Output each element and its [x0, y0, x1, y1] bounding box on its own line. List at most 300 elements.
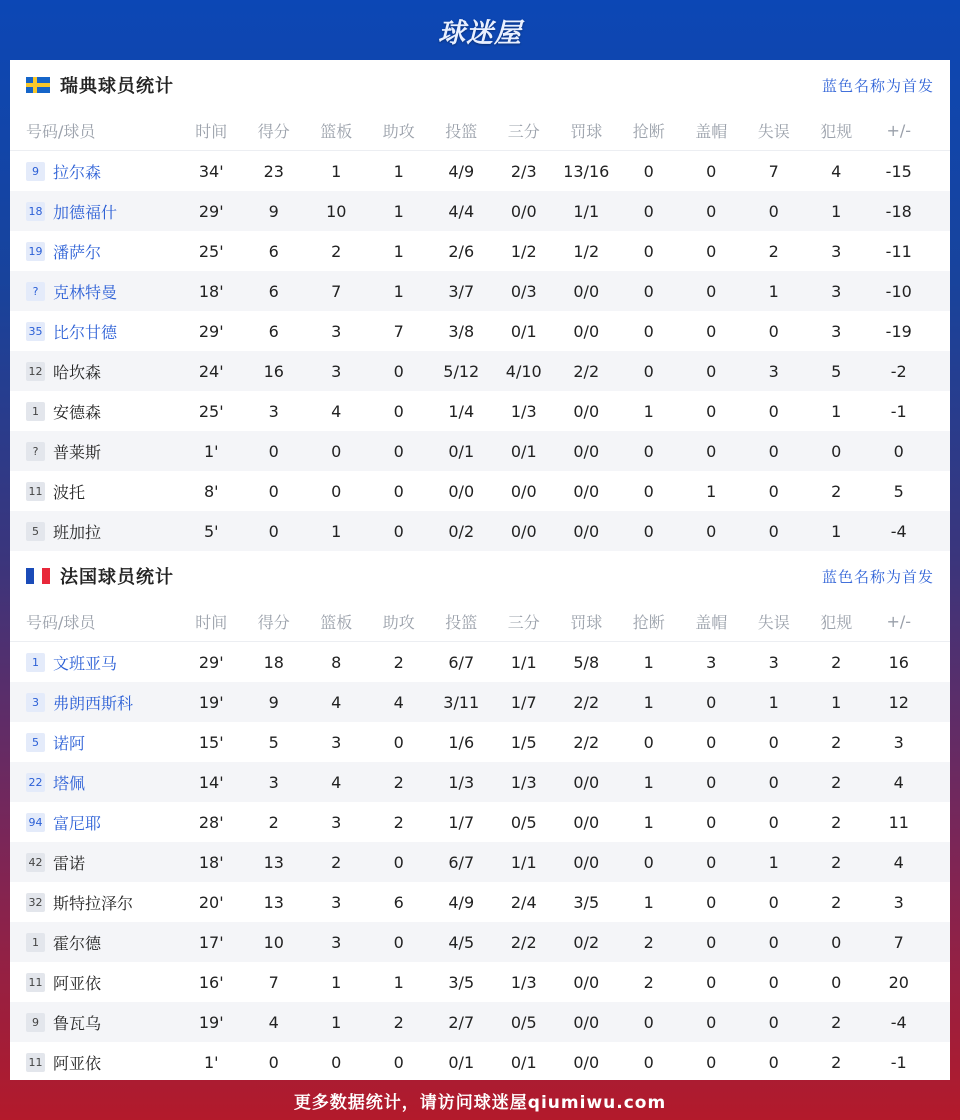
column-header: +/-: [886, 611, 912, 631]
stat-cell: 3/11: [443, 692, 480, 712]
stat-cell: 1: [706, 481, 717, 501]
table-row[interactable]: [10, 962, 950, 1002]
player-name: 斯特拉泽尔: [53, 893, 134, 913]
stat-cell: 0: [768, 812, 779, 832]
france-flag-icon: [26, 568, 50, 584]
stat-cell: 0/1: [448, 1052, 475, 1072]
player-cell: [10, 771, 180, 794]
stat-cell: 0/0: [573, 772, 600, 792]
flag-stripe: [34, 568, 42, 584]
jersey-number-badge: 9: [26, 162, 45, 181]
stat-cell: 15': [198, 732, 224, 752]
team-title-left: [26, 72, 174, 98]
jersey-number-badge: 11: [26, 1053, 45, 1072]
player-cell: [10, 691, 180, 714]
stat-cell: 5: [893, 481, 904, 501]
stat-cell: 0/0: [573, 321, 600, 341]
footer-banner: [0, 1080, 960, 1120]
stat-cell: 3: [268, 772, 279, 792]
stat-cell: 6: [393, 892, 404, 912]
jersey-number-badge: 35: [26, 322, 45, 341]
stat-cell: 0: [768, 201, 779, 221]
player-name: 霍尔德: [53, 933, 102, 953]
stat-cell: 2/4: [510, 892, 537, 912]
stat-cell: 4: [893, 852, 904, 872]
stat-cell: 3: [831, 321, 842, 341]
stat-cell: 1: [831, 401, 842, 421]
stat-cell: 0: [706, 812, 717, 832]
column-header: 盖帽: [695, 612, 728, 632]
stat-cell: 10: [263, 932, 284, 952]
brand-logo: 球迷屋: [438, 17, 522, 49]
stat-cell: 0/2: [573, 932, 600, 952]
table-row[interactable]: [10, 151, 950, 191]
stat-cell: 0/0: [573, 401, 600, 421]
stat-cell: 1: [768, 692, 779, 712]
player-name[interactable]: 弗朗西斯科: [53, 693, 134, 713]
stat-cell: -19: [885, 321, 912, 341]
stat-cell: 0: [393, 521, 404, 541]
stat-cell: 0: [643, 521, 654, 541]
stat-cell: 0: [268, 481, 279, 501]
stat-cell: 0: [268, 521, 279, 541]
stat-cell: -2: [890, 361, 907, 381]
stat-cell: -4: [890, 521, 907, 541]
stat-cell: -1: [890, 401, 907, 421]
column-header: 罚球: [570, 612, 603, 632]
stat-cell: 1: [831, 692, 842, 712]
jersey-number-badge: 1: [26, 653, 45, 672]
table-header-row: [10, 110, 950, 150]
stat-cell: 0: [706, 1052, 717, 1072]
stat-cell: 4/9: [448, 161, 475, 181]
stat-cell: 0/5: [510, 1012, 537, 1032]
table-row[interactable]: [10, 311, 950, 351]
stat-cell: 2/2: [573, 732, 600, 752]
stat-cell: 0: [643, 1052, 654, 1072]
player-cell: [10, 160, 180, 183]
stat-cell: 1': [203, 1052, 219, 1072]
stat-cell: 7: [331, 281, 342, 301]
player-name[interactable]: 克林特曼: [53, 282, 118, 302]
stat-cell: 4: [331, 772, 342, 792]
stat-cell: 0: [768, 521, 779, 541]
stat-cell: 0: [706, 401, 717, 421]
stat-cell: 0: [643, 481, 654, 501]
stat-cell: 0: [393, 401, 404, 421]
column-header: 失误: [757, 612, 790, 632]
stat-cell: 5': [203, 521, 219, 541]
stat-cell: 3: [331, 932, 342, 952]
table-row[interactable]: [10, 431, 950, 471]
jersey-number-badge: 42: [26, 853, 45, 872]
stat-cell: 4: [331, 692, 342, 712]
stat-cell: 2: [831, 652, 842, 672]
table-row[interactable]: [10, 882, 950, 922]
stat-cell: 0: [268, 1052, 279, 1072]
column-header: 罚球: [570, 121, 603, 141]
player-name[interactable]: 潘萨尔: [53, 242, 102, 262]
stat-cell: 0: [643, 441, 654, 461]
column-header: 投篮: [445, 612, 478, 632]
stat-cell: 20: [888, 972, 909, 992]
stat-cell: 0: [331, 441, 342, 461]
stat-cell: 2: [768, 241, 779, 261]
stat-cell: 0: [643, 161, 654, 181]
stat-cell: 6: [268, 241, 279, 261]
player-name[interactable]: 塔佩: [53, 773, 86, 793]
stat-cell: 1/5: [510, 732, 537, 752]
stat-cell: 3/7: [448, 281, 475, 301]
jersey-number-badge: 3: [26, 693, 45, 712]
stat-cell: 0: [393, 441, 404, 461]
stat-cell: 1: [643, 692, 654, 712]
stat-cell: 1/1: [510, 852, 537, 872]
stat-cell: 1/2: [573, 241, 600, 261]
stat-cell: 0: [643, 321, 654, 341]
stat-cell: 1: [331, 1012, 342, 1032]
player-name[interactable]: 富尼耶: [53, 813, 102, 833]
stat-cell: 1: [643, 812, 654, 832]
table-row[interactable]: [10, 682, 950, 722]
stat-cell: 13/16: [563, 161, 610, 181]
stat-cell: 0: [706, 852, 717, 872]
stat-cell: 4: [393, 692, 404, 712]
player-cell: [10, 480, 180, 503]
stat-cell: 1: [393, 281, 404, 301]
stat-cell: 1: [393, 201, 404, 221]
stat-cell: 1/3: [448, 772, 475, 792]
stat-cell: 1/2: [510, 241, 537, 261]
stat-cell: 3: [331, 321, 342, 341]
stat-cell: 6: [268, 281, 279, 301]
jersey-number-badge: 12: [26, 362, 45, 381]
stat-cell: 2/7: [448, 1012, 475, 1032]
column-header: 得分: [257, 612, 290, 632]
table-row[interactable]: [10, 271, 950, 311]
player-name: 哈坎森: [53, 362, 102, 382]
stat-cell: -4: [890, 1012, 907, 1032]
player-cell: [10, 931, 180, 954]
table-row[interactable]: [10, 191, 950, 231]
stat-cell: 0: [893, 441, 904, 461]
player-name: 安德森: [53, 402, 102, 422]
stat-cell: 2: [831, 772, 842, 792]
column-header: 犯规: [820, 121, 853, 141]
stat-cell: -18: [885, 201, 912, 221]
stat-cell: 1/3: [510, 972, 537, 992]
stat-cell: 0: [706, 521, 717, 541]
stat-cell: 2: [393, 772, 404, 792]
stat-cell: 7: [768, 161, 779, 181]
stat-cell: 3: [768, 361, 779, 381]
stat-cell: 1: [831, 521, 842, 541]
table-row[interactable]: [10, 1002, 950, 1042]
stat-cell: 1/6: [448, 732, 475, 752]
player-cell: [10, 731, 180, 754]
stat-cell: 23: [263, 161, 284, 181]
stat-cell: 0/1: [448, 441, 475, 461]
stat-cell: 0: [768, 481, 779, 501]
player-name: 雷诺: [53, 853, 86, 873]
stat-cell: 29': [198, 201, 224, 221]
player-name: 阿亚依: [53, 973, 102, 993]
stat-cell: 2: [831, 852, 842, 872]
stat-cell: 0: [831, 972, 842, 992]
stat-cell: 0: [768, 932, 779, 952]
player-name: 阿亚依: [53, 1053, 102, 1073]
stat-cell: 2/2: [510, 932, 537, 952]
stat-cell: 0/2: [448, 521, 475, 541]
player-cell: [10, 971, 180, 994]
stat-cell: 3/8: [448, 321, 475, 341]
jersey-number-badge: 9: [26, 1013, 45, 1032]
footer-text: 更多数据统计，请访问球迷屋qiumiwu.com: [293, 1092, 667, 1113]
stat-cell: 0: [643, 852, 654, 872]
flag-stripe: [26, 568, 34, 584]
stat-cell: 0: [768, 401, 779, 421]
stat-cell: 0: [643, 201, 654, 221]
table-row[interactable]: [10, 842, 950, 882]
stat-cell: -15: [885, 161, 912, 181]
player-name: 普莱斯: [53, 442, 102, 462]
column-header: 助攻: [382, 612, 415, 632]
stat-cell: 0: [643, 241, 654, 261]
stat-cell: 2/6: [448, 241, 475, 261]
stat-cell: 1/3: [510, 401, 537, 421]
stat-cell: 0/5: [510, 812, 537, 832]
stat-cell: 12: [888, 692, 909, 712]
stat-cell: 2: [331, 852, 342, 872]
stats-card: [10, 60, 950, 1080]
stat-cell: 0: [706, 281, 717, 301]
stat-cell: 3: [831, 241, 842, 261]
jersey-number-badge: 18: [26, 202, 45, 221]
table-row[interactable]: [10, 391, 950, 431]
stat-cell: 0: [706, 932, 717, 952]
player-name[interactable]: 文班亚马: [53, 653, 118, 673]
jersey-number-badge: 94: [26, 813, 45, 832]
stat-cell: 0: [831, 932, 842, 952]
player-cell: [10, 400, 180, 423]
stat-cell: 1: [643, 401, 654, 421]
stat-cell: 0/0: [573, 812, 600, 832]
stat-cell: -1: [890, 1052, 907, 1072]
table-row[interactable]: [10, 922, 950, 962]
stat-cell: 0: [643, 281, 654, 301]
table-row[interactable]: [10, 231, 950, 271]
player-cell: [10, 891, 180, 914]
column-header: 号码/球员: [26, 121, 96, 141]
stat-cell: 0: [706, 892, 717, 912]
team-title-left: [26, 563, 174, 589]
stat-cell: 1: [331, 972, 342, 992]
player-name[interactable]: 比尔甘德: [53, 322, 118, 342]
stat-cell: 13: [263, 852, 284, 872]
stat-cell: 9: [268, 692, 279, 712]
stat-cell: 0: [393, 361, 404, 381]
stat-cell: 3: [331, 812, 342, 832]
jersey-number-badge: 1: [26, 933, 45, 952]
stat-cell: 6: [268, 321, 279, 341]
column-header: 投篮: [445, 121, 478, 141]
stat-cell: 2: [331, 241, 342, 261]
stat-cell: 1: [331, 521, 342, 541]
table-row[interactable]: [10, 722, 950, 762]
jersey-number-badge: ?: [26, 282, 45, 301]
stat-cell: 1: [643, 892, 654, 912]
stat-cell: 1: [643, 652, 654, 672]
column-header: 犯规: [820, 612, 853, 632]
stat-cell: 2: [831, 812, 842, 832]
stat-cell: 9: [268, 201, 279, 221]
stat-cell: 2: [393, 1012, 404, 1032]
starter-legend-note: 蓝色名称为首发: [821, 76, 934, 95]
column-header: +/-: [886, 120, 912, 140]
stat-cell: 3: [893, 732, 904, 752]
stat-cell: 7: [893, 932, 904, 952]
stat-cell: 10: [326, 201, 347, 221]
stat-cell: 1/1: [573, 201, 600, 221]
stat-cell: 0/0: [448, 481, 475, 501]
player-name: 鲁瓦乌: [53, 1013, 102, 1033]
stat-cell: 5/8: [573, 652, 600, 672]
stat-cell: 0: [768, 972, 779, 992]
stat-cell: 0: [706, 772, 717, 792]
sweden-flag-icon: [26, 77, 50, 93]
stat-cell: 14': [198, 772, 224, 792]
stat-cell: 0: [706, 201, 717, 221]
stat-cell: 0: [393, 732, 404, 752]
stat-cell: 3: [331, 361, 342, 381]
stat-cell: 1/1: [510, 652, 537, 672]
stat-cell: 3: [268, 401, 279, 421]
column-header: 三分: [507, 121, 540, 141]
stat-cell: 20': [198, 892, 224, 912]
stat-cell: 0: [706, 692, 717, 712]
table-row[interactable]: [10, 511, 950, 551]
stat-cell: 1: [331, 161, 342, 181]
player-cell: [10, 200, 180, 223]
starter-legend-note: 蓝色名称为首发: [821, 567, 934, 586]
player-cell: [10, 651, 180, 674]
jersey-number-badge: 5: [26, 733, 45, 752]
stat-cell: 6/7: [448, 852, 475, 872]
stat-cell: 18: [263, 652, 284, 672]
team-title-bar: [10, 60, 950, 110]
stat-cell: 1: [643, 772, 654, 792]
player-cell: [10, 1051, 180, 1074]
player-cell: [10, 240, 180, 263]
jersey-number-badge: ?: [26, 442, 45, 461]
column-header: 盖帽: [695, 121, 728, 141]
top-header: [0, 0, 960, 60]
table-row[interactable]: [10, 351, 950, 391]
column-header: 三分: [507, 612, 540, 632]
stat-cell: 25': [198, 401, 224, 421]
stat-cell: 0: [706, 161, 717, 181]
player-name[interactable]: 诺阿: [53, 733, 86, 753]
player-cell: [10, 520, 180, 543]
stat-cell: 2: [643, 972, 654, 992]
player-name[interactable]: 加德福什: [53, 202, 118, 222]
stat-cell: 2: [393, 812, 404, 832]
stat-cell: 0: [768, 732, 779, 752]
jersey-number-badge: 5: [26, 522, 45, 541]
stat-cell: 1/7: [510, 692, 537, 712]
stat-cell: 29': [198, 321, 224, 341]
stat-cell: 25': [198, 241, 224, 261]
stat-cell: 2: [831, 481, 842, 501]
stat-cell: 7: [393, 321, 404, 341]
stat-cell: 0: [706, 1012, 717, 1032]
stat-cell: 0/3: [510, 281, 537, 301]
stat-cell: 1: [831, 201, 842, 221]
stat-cell: 0/0: [573, 1052, 600, 1072]
stat-cell: 0: [831, 441, 842, 461]
stat-cell: 0/0: [573, 852, 600, 872]
table-header-row: [10, 601, 950, 641]
stat-cell: 0/1: [510, 1052, 537, 1072]
stat-cell: 3/5: [573, 892, 600, 912]
stat-cell: 0: [768, 441, 779, 461]
stat-cell: 1: [768, 852, 779, 872]
player-name[interactable]: 拉尔森: [53, 162, 102, 182]
stat-cell: 24': [198, 361, 224, 381]
column-header: 篮板: [320, 121, 353, 141]
jersey-number-badge: 32: [26, 893, 45, 912]
column-header: 失误: [757, 121, 790, 141]
stat-cell: 3: [706, 652, 717, 672]
stat-cell: 4: [893, 772, 904, 792]
player-cell: [10, 851, 180, 874]
stat-cell: 0: [331, 481, 342, 501]
stat-cell: 4: [331, 401, 342, 421]
table-row[interactable]: [10, 802, 950, 842]
stat-cell: 28': [198, 812, 224, 832]
stat-cell: 1/3: [510, 772, 537, 792]
table-row[interactable]: [10, 471, 950, 511]
player-cell: [10, 320, 180, 343]
column-header: 抢断: [632, 612, 665, 632]
stat-cell: 16: [888, 652, 909, 672]
stat-cell: 8: [331, 652, 342, 672]
stat-cell: 2: [643, 932, 654, 952]
stat-cell: 0/0: [510, 201, 537, 221]
table-row[interactable]: [10, 1042, 950, 1082]
stat-cell: 1/7: [448, 812, 475, 832]
stat-cell: 0/0: [573, 481, 600, 501]
flag-stripe: [42, 568, 50, 584]
stat-cell: 2: [831, 732, 842, 752]
team-title: 瑞典球员统计: [60, 76, 174, 97]
team-section: [10, 551, 950, 1082]
stat-cell: 3: [331, 892, 342, 912]
stat-cell: 2: [831, 1012, 842, 1032]
stat-cell: 5: [831, 361, 842, 381]
column-header: 篮板: [320, 612, 353, 632]
table-row[interactable]: [10, 642, 950, 682]
jersey-number-badge: 11: [26, 482, 45, 501]
stat-cell: 0: [643, 361, 654, 381]
stat-cell: 34': [198, 161, 224, 181]
stat-cell: 0/0: [510, 521, 537, 541]
table-row[interactable]: [10, 762, 950, 802]
jersey-number-badge: 1: [26, 402, 45, 421]
player-cell: [10, 280, 180, 303]
stat-cell: 0: [706, 361, 717, 381]
stat-cell: 0: [393, 852, 404, 872]
